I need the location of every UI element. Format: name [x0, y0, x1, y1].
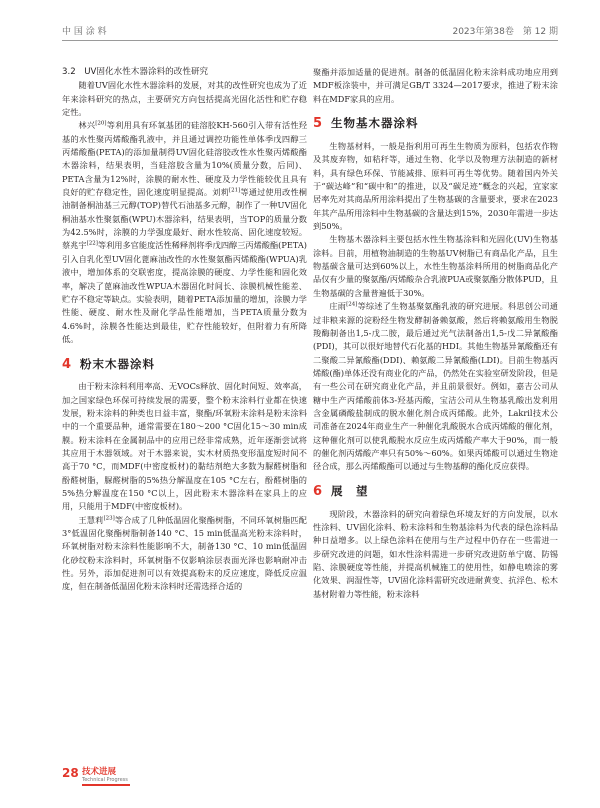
author-name: 庄雨: [329, 301, 347, 312]
section-number: 4: [62, 356, 72, 372]
paragraph: 王慧莉[23]等合成了几种低温固化聚酯树脂，不同环氧树脂匹配3°低温固化聚酯树脂制备140 °C、15 min低温高光粉末涂料时，环氧树脂对粉末涂料性能影响不大，制备130 °C、10 min低温固化砂纹粉末涂料时，环氧树脂不仅影响涂层表面光泽也影响耐冲击性。另外，添加促进剂可以有效提高粉末的反应速度，降低反应温度，但在制备低温固化粉末涂料时还需选择合适的: [62, 514, 307, 592]
section-heading: [313, 483, 558, 501]
page-number: 28: [62, 766, 79, 780]
section-heading: [313, 115, 558, 133]
journal-name: 中 国 涂 料: [62, 27, 107, 37]
reference-marker: [24]: [346, 301, 358, 308]
reference-marker: [20]: [95, 120, 107, 127]
paragraph: 林兴[20]等利用具有环氧基团的硅溶胶KH-560引入带有活性羟基的水性聚丙烯酸酯乳液中，并且通过调控功能性单体季戊四醇三丙烯酸酯(PETA)的添加量制得UV固化硅溶胶改性水性聚丙烯酸酯木器涂料，结果表明，当硅溶胶含量为10%(质量分数，后同)、PETA含量为12%时，涂膜的耐水性、硬度及力学性能较优且具有良好的贮存稳定性，固化速度明显提高。刘莉[21]等通过使用改性桐油制备桐油基三元醇(TOP)替代石油基多元醇，制作了一种UV固化桐油基水性聚氨酯(WPU)木器涂料，结果表明，当TOP的质量分数为42.5%时，涂膜的力学强度最好、耐水性较高、固化速度较短。蔡兆宇[22]等利用多官能度活性稀释剂将季戊四醇三丙烯酸酯(PETA)引入自乳化型UV固化蓖麻油改性的水性聚氨酯丙烯酸酯(WPUA)乳液中，增加体系的交联密度，提高涂膜的硬度、力学性能和固化效率，解决了蓖麻油改性WPUA木器固化时间长、涂膜机械性能差、贮存不稳定等缺点。实验表明，随着PETA添加量的增加，涂膜力学性能、硬度、耐水性及耐化学品性能增加，当PETA质量分数为4.6%时，涂膜各性能达到最佳，贮存性能较好，但附着力有所降低。: [62, 120, 307, 344]
issue-info: 2023年第38卷 第 12 期: [452, 27, 558, 37]
author-name: 林兴: [78, 120, 96, 131]
section-heading: [62, 355, 307, 373]
section-title: 粉末木器涂料: [80, 356, 155, 371]
left-column: [62, 66, 307, 594]
paragraph: 由于粉末涂料利用率高、无VOCs释放、固化时间短、效率高，加之国家绿色环保可持续发展的需要，整个粉末涂料行业都在快速发展，粉末涂料的种类也日益丰富，聚酯/环氧粉末涂料是粉末涂料中的一个重要品种，通常需要在180～200 °C固化15～30 min成膜。粉末涂料在金属制品中的应用已经非常成熟，近年逐渐尝试将其应用于木器领域。对于木器来说，实木材质热变形温度短时间不高于70 °C，而MDF(中密度板材)的黏结剂绝大多数为脲醛树脂和酚醛树脂，脲醛树脂的5%热分解温度在105 °C左右，酚醛树脂的5%热分解温度在150 °C以上，因此粉末木器涂料在家具上的应用，只能用于MDF(中密度板材)。: [62, 381, 307, 512]
page-header: [62, 24, 558, 38]
reference-marker: [22]: [86, 240, 98, 247]
paragraph: 随着UV固化水性木器涂料的发展，对其的改性研究也成为了近年来涂料研究的热点，主要研究方向包括提高光固化活性和贮存稳定性。: [62, 80, 307, 118]
column-subtitle: Technical Progress: [82, 777, 128, 783]
paragraph: 生物基木器涂料主要包括水性生物基涂料和光固化(UV)生物基涂料。目前，用植物油制造的生物基UV树脂已有商品化产品，且生物基碳含量可达到60%以上，水性生物基涂料所用的树脂商品化产品仅有少量的聚氨酯/丙烯酸杂合乳液PUA或聚氨酯分散体PUD，且生物基碳的含量普遍低于30%。: [313, 234, 558, 298]
author-name: 王慧莉: [78, 514, 104, 525]
paragraph: 庄雨[24]等综述了生物基聚氨酯乳液的研究进展。科思创公司通过非粮来源的淀粉经生物发酵制备赖氨酸，然后将赖氨酸用生物脱羧酶制备出1,5-戊二胺，最后通过光气法制备出1,5-戊二异氰酸酯(PDI)，其可以很好地替代石化基的HDI。其他生物基异氰酸酯还有二聚酸二异氰酸酯(DDI)、赖氨酸二异氰酸酯(LDI)。目前生物基丙烯酸(酯)单体还没有商业化的产品，仍然处在实验室研发阶段，但是有一些公司在研究商业化产品，并且前景很好。例如，嘉吉公司从糖中生产丙烯酸前体3-羟基丙酸，宝洁公司从生物基乳酸出发利用含金属磷酸盐制成的脱水催化剂合成丙烯酸。此外，Lakril技术公司准备在2024年商业生产一种催化乳酸脱水合成丙烯酸的催化剂，这种催化剂可以使乳酸脱水反应生成丙烯酸产率大于90%，而一般的催化剂丙烯酸产率只有50%～60%。如果丙烯酸可以通过生物途径合成，那么丙烯酸酯可以通过与生物基醇的酯化反应获得。: [313, 301, 558, 472]
reference-marker: [23]: [103, 514, 115, 521]
footer-accent-bar: [82, 784, 130, 786]
column-title: 技术进展: [82, 767, 117, 777]
subsection-title: 3.2 UV固化水性木器涂料的改性研究: [62, 67, 209, 77]
paragraph: 聚酯并添加适量的促进剂。制备的低温固化粉末涂料成功地应用到MDF板涂装中，并可满足GB/T 3324—2017要求，推进了粉末涂料在MDF家具的应用。: [313, 67, 558, 104]
section-number: 5: [313, 116, 323, 132]
section-number: 6: [313, 483, 323, 499]
section-title: 生物基木器涂料: [331, 116, 419, 131]
section-title: 展 望: [331, 483, 369, 498]
paragraph: 现阶段，木器涂料的研究向着绿色环境友好的方向发展，以水性涂料、UV固化涂料、粉末涂料和生物基涂料为代表的绿色涂料品种日益增多。以上绿色涂料在使用与生产过程中仍存在一些需进一步研究改进的问题，如水性涂料需进一步研究改进防单宁腐、防锡陷、涂膜硬度等性能，并提高机械施工的使用性，如静电喷涂的雾化效果、润湿性等，UV固化涂料需研究改进耐黄变、抗浮色、松木基材附着力等性能，粉末涂料: [313, 508, 558, 599]
header-rule: [62, 40, 558, 41]
reference-marker: [21]: [228, 187, 241, 194]
paragraph: 生物基材料，一般是指利用可再生生物质为原料，包括农作物及其废弃物，如秸秆等，通过生物、化学以及物理方法制造的新材料，具有绿色环保、节能减排、原料可再生等优势。随着国内外关于“碳达峰”和“碳中和”的推进，以及“碳足迹”概念的兴起，宜家家居率先对其商品所用涂料提出了生物基碳的含量要求，要求在2023年其产品所用涂料中生物基碳的含量达到15%，2030年需进一步达到50%。: [313, 141, 558, 232]
right-column: [313, 66, 558, 601]
